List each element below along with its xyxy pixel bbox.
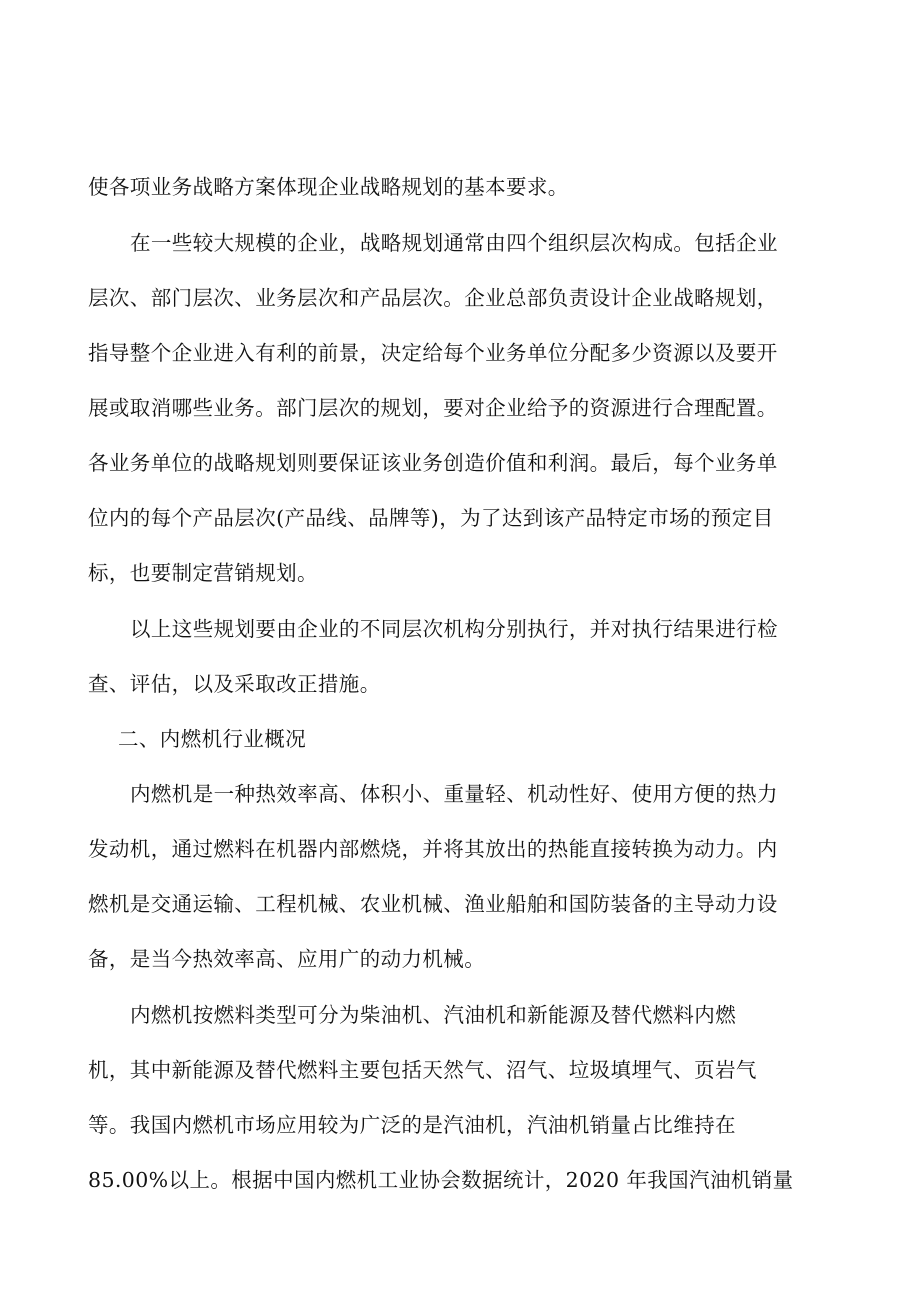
paragraph-2-line-7: 标，也要制定营销规划。 — [88, 561, 318, 585]
paragraph-2-line-5: 各业务单位的战略规划则要保证该业务创造价值和利润。最后，每个业务单 — [88, 451, 778, 475]
paragraph-2-line-4: 展或取消哪些业务。部门层次的规划，要对企业给予的资源进行合理配置。 — [88, 396, 778, 420]
paragraph-5-line-2: 机，其中新能源及替代燃料主要包括天然气、沼气、垃圾填埋气、页岩气 — [88, 1058, 757, 1082]
paragraph-3-line-2: 查、评估，以及采取改正措施。 — [88, 672, 381, 696]
paragraph-2-line-3: 指导整个企业进入有利的前景，决定给每个业务单位分配多少资源以及要开 — [88, 341, 778, 365]
paragraph-3-line-1: 以上这些规划要由企业的不同层次机构分别执行，并对执行结果进行检 — [130, 617, 778, 641]
paragraph-4-line-3: 燃机是交通运输、工程机械、农业机械、渔业船舶和国防装备的主导动力设 — [88, 892, 778, 916]
paragraph-5-line-3: 等。我国内燃机市场应用较为广泛的是汽油机，汽油机销量占比维持在 — [88, 1113, 736, 1137]
paragraph-4-line-2: 发动机，通过燃料在机器内部燃烧，并将其放出的热能直接转换为动力。内 — [88, 837, 778, 861]
section-heading: 二、内燃机行业概况 — [118, 727, 307, 751]
paragraph-4-line-1: 内燃机是一种热效率高、体积小、重量轻、机动性好、使用方便的热力 — [130, 782, 778, 806]
paragraph-4-line-4: 备，是当今热效率高、应用广的动力机械。 — [88, 947, 486, 971]
paragraph-5-line-1: 内燃机按燃料类型可分为柴油机、汽油机和新能源及替代燃料内燃 — [130, 1003, 737, 1027]
paragraph-2-line-6: 位内的每个产品层次(产品线、品牌等)，为了达到该产品特定市场的预定目 — [88, 506, 774, 530]
paragraph-5-line-4: 85.00%以上。根据中国内燃机工业协会数据统计，2020 年我国汽油机销量 — [88, 1168, 794, 1192]
paragraph-2-line-1: 在一些较大规模的企业，战略规划通常由四个组织层次构成。包括企业 — [130, 231, 778, 255]
paragraph-1-line-1: 使各项业务战略方案体现企业战略规划的基本要求。 — [88, 175, 569, 199]
paragraph-2-line-2: 层次、部门层次、业务层次和产品层次。企业总部负责设计企业战略规划， — [88, 286, 778, 310]
